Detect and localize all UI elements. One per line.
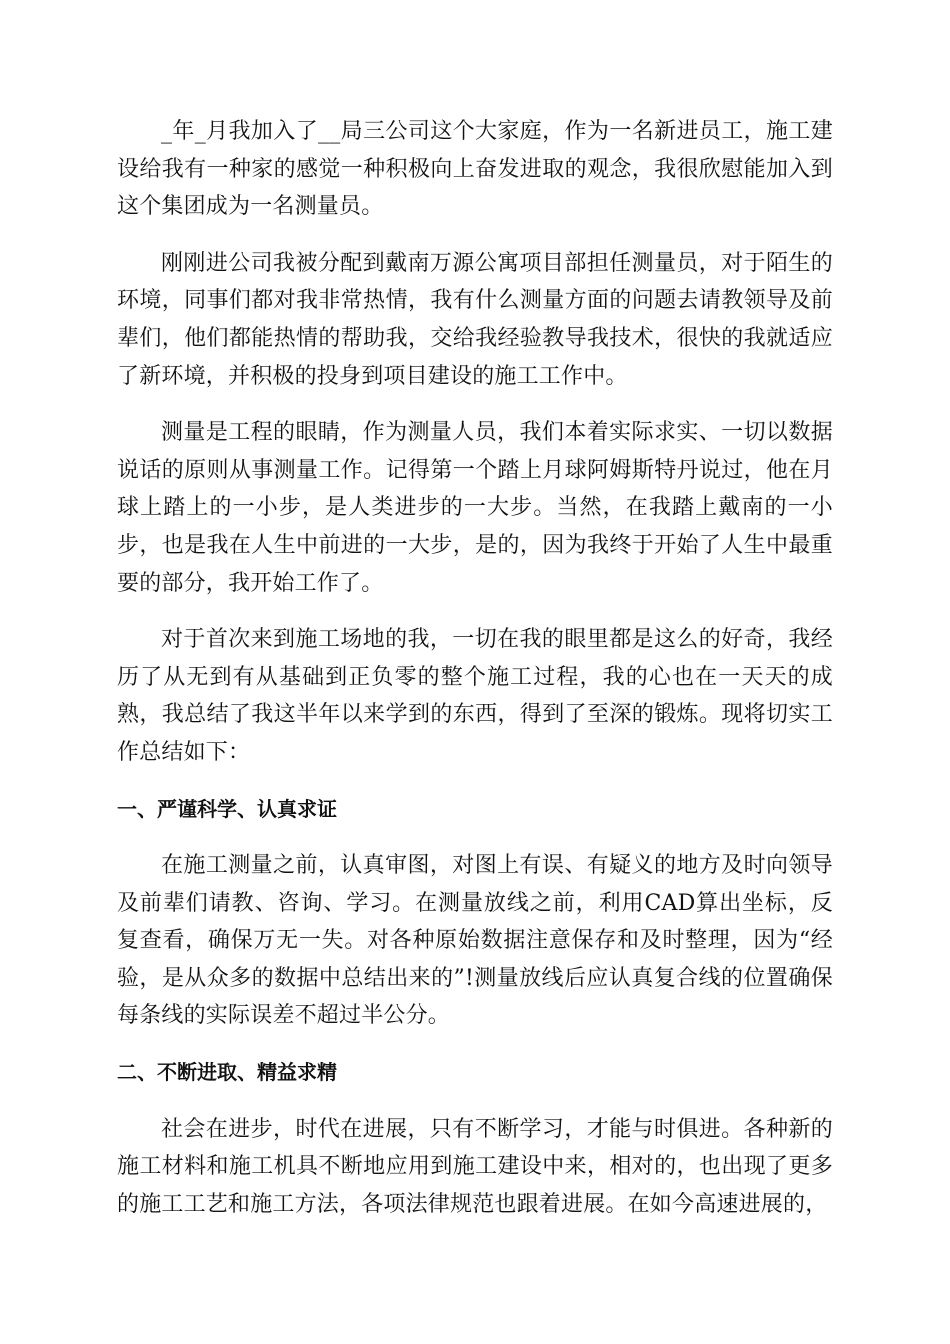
section-body-1: 在施工测量之前，认真审图，对图上有误、有疑义的地方及时向领导及前辈们请教、咨询、学习。在测量放线之前，利用CAD算出坐标，反复查看，确保万无一失。对各种原始数据注意保存和及时整理，因为“经验，是从众多的数据中总结出来的”!测量放线后应认真复合线的位置确保每条线的实际误差不超过半公分。 [117,853,833,1029]
intro-paragraph: _年_月我加入了__局三公司这个大家庭，作为一名新进员工，施工建设给我有一种家的感觉一种积极向上奋发进取的观念，我很欣慰能加入到这个集团成为一名测量员。 [117,119,833,220]
assignment-paragraph: 刚刚进公司我被分配到戴南万源公寓项目部担任测量员，对于陌生的环境，同事们都对我非常热情，我有什么测量方面的问题去请教领导及前辈们，他们都能热情的帮助我，交给我经验教导我技术，很快的我就适应了新环境，并积极的投身到项目建设的施工工作中。 [117,250,833,389]
document-page [117,113,833,1242]
section-heading-2: 二、不断进取、精益求精 [117,1060,337,1085]
section-heading-1: 一、严谨科学、认真求证 [117,796,337,821]
surveying-paragraph: 测量是工程的眼睛，作为测量人员，我们本着实际求实、一切以数据说话的原则从事测量工作。记得第一个踏上月球阿姆斯特丹说过，他在月球上踏上的一小步，是人类进步的一大步。当然，在我踏上戴南的一小步，也是我在人生中前进的一大步，是的，因为我终于开始了人生中最重要的部分，我开始工作了。 [117,420,833,596]
section-body-2: 社会在进步，时代在进展，只有不断学习，才能与时俱进。各种新的施工材料和施工机具不断地应用到施工建设中来，相对的，也出现了更多的施工工艺和施工方法，各项法律规范也跟着进展。在如今高速进展的， [117,1116,833,1217]
summary-intro-paragraph: 对于首次来到施工场地的我，一切在我的眼里都是这么的好奇，我经历了从无到有从基础到正负零的整个施工过程，我的心也在一天天的成熟，我总结了我这半年以来学到的东西，得到了至深的锻炼。现将切实工作总结如下： [117,627,833,765]
